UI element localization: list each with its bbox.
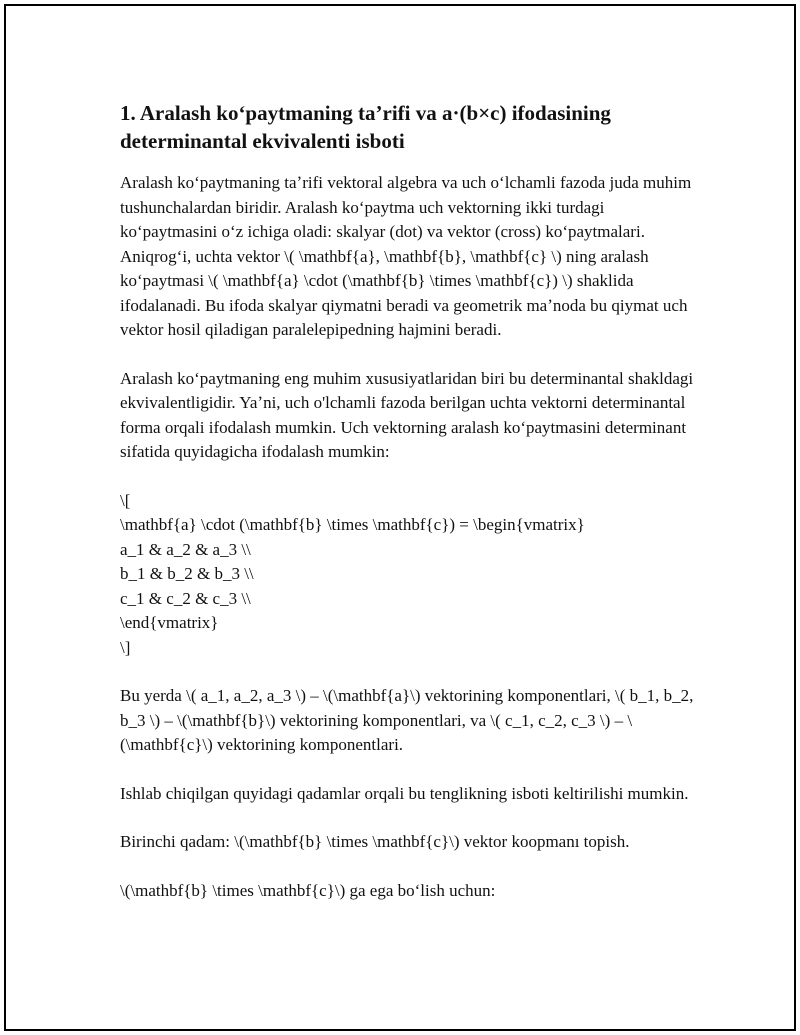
latex-display-block <box>120 489 700 661</box>
paragraph-proof-intro: Ishlab chiqilgan quyidagi qadamlar orqali bu tenglikning isboti keltirilishi mumkin. <box>120 783 689 803</box>
latex-line: \mathbf{a} \cdot (\mathbf{b} \times \mathbf{c}) = \begin{vmatrix} <box>120 515 585 534</box>
page-frame <box>4 4 796 1031</box>
latex-line: b_1 & b_2 & b_3 \\ <box>120 564 254 583</box>
paragraph-cross-product: \(\mathbf{b} \times \mathbf{c}\) ga ega boʻlish uchun: <box>120 880 496 900</box>
latex-line: \[ <box>120 490 131 510</box>
section-heading: 1. Aralash koʻpaytmaning taʼrifi va a·(b×c) ifodasining determinantal ekvivalenti isboti <box>120 101 611 153</box>
document-body <box>120 99 700 927</box>
latex-line: \end{vmatrix} <box>120 613 219 632</box>
paragraph-components: Bu yerda \( a_1, a_2, a_3 \) – \(\mathbf{a}\) vektorining komponentlari, \( b_1, b_2, b_3 \) – \(\mathbf{b}\) vektorining komponentlari, va \( c_1, c_2, c_3 \) – \(\mathbf{c}\) vektorining komponentlari. <box>120 686 694 754</box>
paragraph-definition: Aralash koʻpaytmaning taʼrifi vektoral algebra va uch oʻlchamli fazoda juda muhim tushunchalardan biridir. Aralash koʻpaytma uch vektorning ikki turdagi koʻpaytmasini oʻz ichiga oladi: skalyar (dot) va vektor (cross) koʻpaytmalari. Aniqrogʻi, uchta vektor \( \mathbf{a}, \mathbf{b}, \mathbf{c} \) ning aralash koʻpaytmasi \( \mathbf{a} \cdot (\mathbf{b} \times \mathbf{c}) \) shaklida ifodalanadi. Bu ifoda skalyar qiymatni beradi va geometrik maʼnoda bu qiymat uch vektor hosil qiladigan paralelepipedning hajmini beradi. <box>120 173 692 339</box>
paragraph-determinant-equivalence: Aralash koʻpaytmaning eng muhim xususiyatlaridan biri bu determinantal shakldagi ekvivalentligidir. Yaʼni, uch o'lchamli fazoda berilgan uchta vektorni determinantal forma orqali ifodalash mumkin. Uch vektorning aralash koʻpaytmasini determinant sifatida quyidagicha ifodalash mumkin: <box>120 368 694 461</box>
latex-line: a_1 & a_2 & a_3 \\ <box>120 539 251 559</box>
latex-line: c_1 & c_2 & c_3 \\ <box>120 588 251 608</box>
paragraph-step-one: Birinchi qadam: \(\mathbf{b} \times \mathbf{c}\) vektor koopmanı topish. <box>120 832 630 851</box>
latex-line: \] <box>120 637 131 657</box>
